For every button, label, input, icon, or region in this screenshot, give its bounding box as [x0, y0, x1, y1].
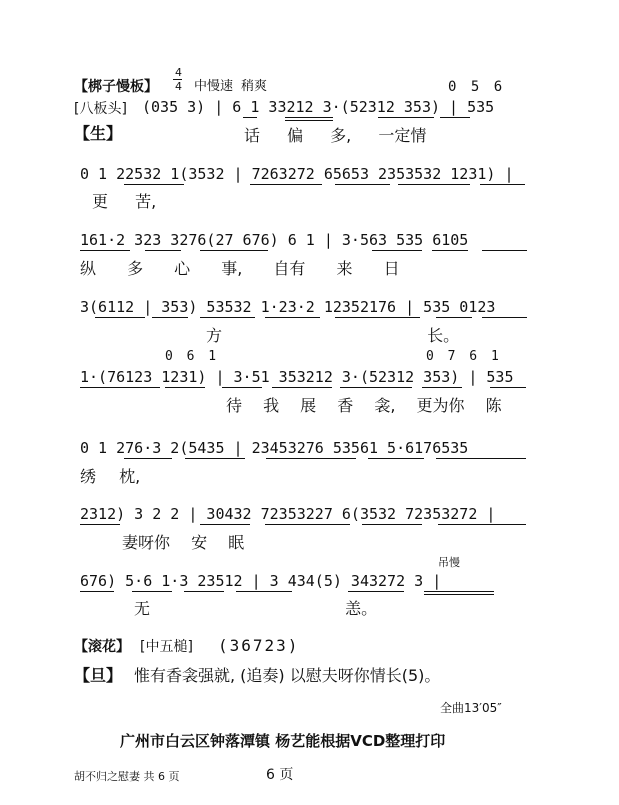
- page-caption: 胡不归之慰妻 共 6 页: [74, 770, 180, 783]
- notation-row-5: 1·(76123 1231) | 3·51 353212 3·(52312 353) | 535: [80, 368, 514, 386]
- gunhua-label: 【滚花】: [74, 639, 130, 655]
- intro-label: [八板头]: [74, 101, 127, 117]
- zhongwu-label: [中五槌]: [140, 639, 193, 655]
- upper-notes-5b: 0 7 6 1: [426, 349, 502, 364]
- publisher-line: 广州市白云区钟落潭镇 杨艺能根据VCD整理打印: [120, 732, 446, 750]
- lyrics-row-7: 妻呀你 安 眠: [122, 533, 245, 552]
- lyrics-row-2: 更 苦,: [92, 192, 157, 211]
- lyrics-row-3: 纵 多 心 事, 自有 来 日: [80, 259, 400, 278]
- tempo-label: 中慢速: [194, 79, 234, 94]
- time-signature-top: 4: [175, 66, 182, 79]
- role-label-dan: 【旦】: [74, 666, 123, 685]
- page-number: 6 页: [266, 767, 294, 783]
- gunhua-notes: (36723): [218, 636, 300, 655]
- notation-row-4: 3(6112 | 353) 53532 1·23·2 12352176 | 535 0123: [80, 298, 496, 316]
- lyrics-row-6: 绣 枕,: [80, 467, 141, 486]
- mode-label: 【梆子慢板】: [74, 79, 158, 95]
- dan-lyric: 惟有香衾强就, (追奏) 以慰夫呀你情长(5)。: [134, 666, 441, 685]
- total-duration: 全曲13′05″: [440, 701, 502, 715]
- role-label-sheng: 【生】: [74, 124, 123, 143]
- lyrics-row-4: 方 长。: [206, 326, 460, 345]
- notation-row-8: 676) 5·6 1·3 23512 | 3 434(5) 343272 3 |: [80, 572, 442, 590]
- diao-man-mark: 吊慢: [438, 556, 460, 569]
- notation-row-7: 2312) 3 2 2 | 30432 72353227 6(3532 72353272 |: [80, 505, 496, 523]
- upper-notes-1: 0 5 6: [448, 79, 506, 95]
- time-signature-bottom: 4: [175, 80, 182, 93]
- notation-row-6: 0 1 276·3 2(5435 | 23453276 53561 5·6176535: [80, 439, 469, 457]
- upper-notes-5a: 0 6 1: [165, 349, 220, 364]
- lyrics-row-5: 待 我 展 香 衾, 更为你 陈: [226, 396, 502, 415]
- notation-row-2: 0 1 22532 1(3532 | 7263272 65653 2353532 1231) |: [80, 165, 514, 183]
- mood-label: 稍爽: [241, 79, 268, 94]
- lyrics-row-8: 无 恙。: [134, 599, 378, 618]
- notation-row-3: 161·2 323 3276(27 676) 6 1 | 3·563 535 6105: [80, 231, 469, 249]
- notation-row-1: (035 3) | 6 1 33212 3·(52312 353) | 535: [142, 98, 495, 116]
- lyrics-row-1: 话 偏 多, 一定情: [244, 126, 427, 145]
